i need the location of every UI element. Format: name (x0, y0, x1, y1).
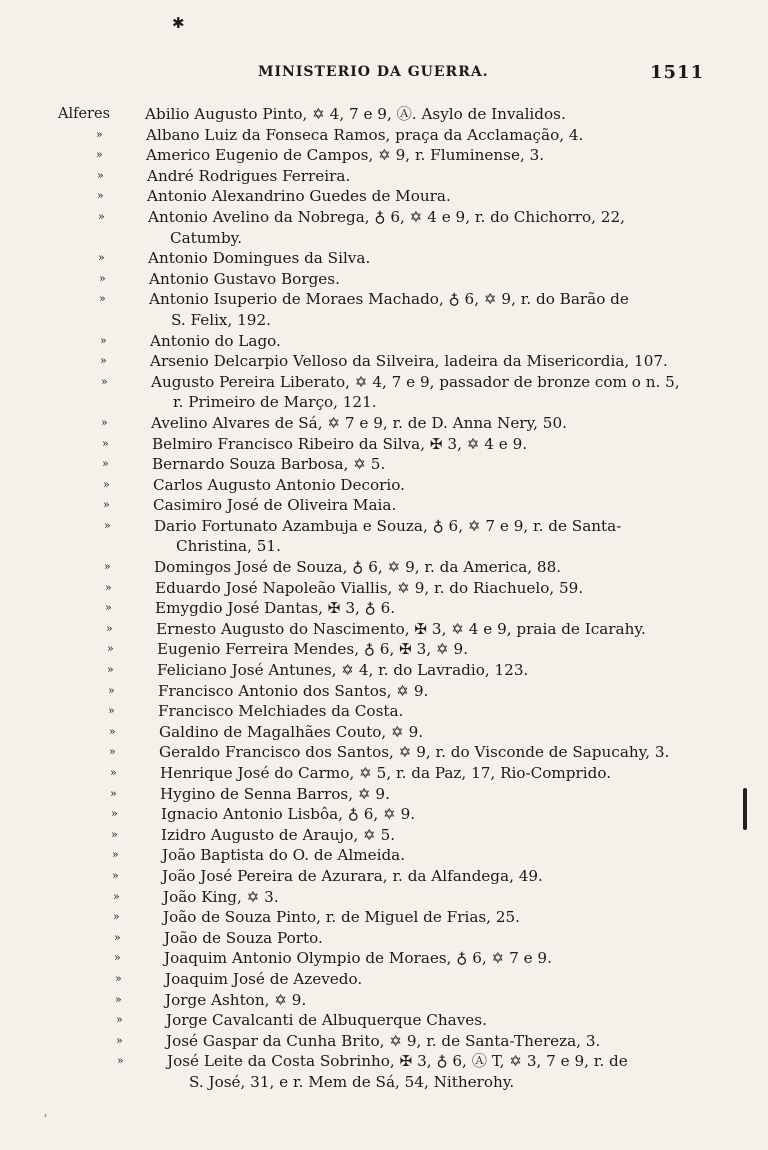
list-item (0, 722, 768, 743)
entry-text: Carlos Augusto Antonio Decorio. (153, 475, 405, 494)
list-item (0, 578, 768, 599)
list-item (0, 948, 768, 969)
entry-text: João José Pereira de Azurara, r. da Alfandega, 49. (162, 866, 543, 885)
ditto-mark: » (110, 766, 117, 779)
ditto-mark: » (112, 848, 119, 862)
ditto-mark: » (115, 992, 122, 1006)
running-head (0, 62, 768, 86)
entry-continuation: r. Primeiro de Março, 121. (173, 393, 377, 412)
entry-text: Dario Fortunato Azambuja e Souza, ♁ 6, ✡ 7 e 9, r. de Santa- (154, 516, 622, 535)
list-item (0, 598, 768, 619)
list-item (0, 990, 768, 1011)
entry-continuation: S. Felix, 192. (171, 310, 271, 329)
ditto-mark: » (96, 127, 103, 141)
entry-text: Ernesto Augusto do Nascimento, ✠ 3, ✡ 4 e 9, praia de Icarahy. (156, 619, 646, 638)
list-item (0, 413, 768, 434)
ditto-mark: » (107, 642, 114, 656)
list-item (0, 763, 768, 784)
list-item (0, 887, 768, 908)
entry-text: Antonio Isuperio de Moraes Machado, ♁ 6, ✡ 9, r. do Barão de (149, 290, 629, 309)
entry-text: Geraldo Francisco dos Santos, ✡ 9, r. do Visconde de Sapucahy, 3. (159, 743, 670, 762)
page-number: 1511 (650, 62, 705, 83)
list-item (0, 454, 768, 475)
ditto-mark: » (109, 745, 116, 759)
entry-text: Feliciano José Antunes, ✡ 4, r. do Lavradio, 123. (157, 661, 529, 680)
ditto-mark: » (105, 601, 112, 615)
entry-list (0, 104, 768, 1093)
list-item (0, 269, 768, 290)
list-item (0, 248, 768, 269)
list-item (0, 928, 768, 949)
entry-text: Belmiro Francisco Ribeiro da Silva, ✠ 3, ✡ 4 e 9. (152, 434, 528, 453)
ditto-mark: » (97, 189, 104, 203)
ditto-mark: » (104, 560, 111, 574)
entry-text: João de Souza Porto. (164, 928, 323, 947)
ditto-mark: » (108, 704, 115, 718)
entry-text: Jorge Ashton, ✡ 9. (165, 990, 307, 1009)
entry-text: Domingos José de Souza, ♁ 6, ✡ 9, r. da America, 88. (154, 558, 562, 577)
entry-text: Eduardo José Napoleão Viallis, ✡ 9, r. do Riachuelo, 59. (155, 578, 584, 597)
entry-text: Antonio Gustavo Borges. (149, 269, 340, 288)
entry-text: Francisco Antonio dos Santos, ✡ 9. (158, 681, 429, 700)
ornament-mark: ✱ (172, 14, 185, 32)
entry-text: Antonio Alexandrino Guedes de Moura. (147, 187, 451, 206)
list-item (0, 742, 768, 763)
ditto-mark: » (103, 498, 110, 512)
rank-label: Alferes (58, 106, 111, 122)
list-item (0, 845, 768, 866)
list-item (0, 619, 768, 640)
entry-text: Augusto Pereira Liberato, ✡ 4, 7 e 9, passador de bronze com o n. 5, (151, 372, 680, 391)
list-item (0, 475, 768, 496)
entry-text: João Baptista do O. de Almeida. (162, 846, 406, 865)
entry-text: Albano Luiz da Fonseca Ramos, praça da Acclamação, 4. (146, 125, 584, 144)
list-item (0, 207, 768, 248)
ditto-mark: » (99, 292, 106, 306)
list-item (0, 825, 768, 846)
list-item (0, 145, 768, 166)
entry-text: Eugenio Ferreira Mendes, ♁ 6, ✠ 3, ✡ 9. (157, 640, 469, 659)
ditto-mark: » (117, 1054, 124, 1068)
entry-text: Francisco Melchiades da Costa. (158, 702, 404, 721)
ditto-mark: » (113, 889, 120, 903)
list-item (0, 495, 768, 516)
entry-text: André Rodrigues Ferreira. (147, 166, 351, 185)
entry-text: Galdino de Magalhães Couto, ✡ 9. (159, 722, 424, 741)
list-item (0, 907, 768, 928)
ditto-mark: » (113, 910, 120, 924)
entry-text: Izidro Augusto de Araujo, ✡ 5. (161, 825, 396, 844)
ditto-mark: » (98, 209, 105, 223)
entry-text: João de Souza Pinto, r. de Miguel de Frias, 25. (163, 908, 520, 927)
entry-continuation: Christina, 51. (176, 537, 281, 556)
entry-text: Joaquim José de Azevedo. (165, 969, 363, 988)
list-item (0, 804, 768, 825)
entry-continuation: Catumby. (170, 228, 243, 247)
entry-text: Emygdio José Dantas, ✠ 3, ♁ 6. (155, 599, 396, 618)
ditto-mark: » (100, 333, 107, 347)
ditto-mark: » (114, 951, 121, 965)
list-item (0, 186, 768, 207)
entry-text: Arsenio Delcarpio Velloso da Silveira, ladeira da Misericordia, 107. (150, 352, 668, 371)
ditto-mark: » (110, 786, 117, 800)
ditto-mark: » (111, 827, 118, 841)
list-item (0, 660, 768, 681)
list-item (0, 1051, 768, 1092)
entry-text: Antonio do Lago. (150, 331, 281, 350)
ditto-mark: » (102, 436, 109, 450)
entry-text: Abilio Augusto Pinto, ✡ 4, 7 e 9, Ⓐ. Asylo de Invalidos. (145, 105, 566, 123)
list-item (0, 104, 768, 125)
entry-text: Joaquim Antonio Olympio de Moraes, ♁ 6, ✡ 7 e 9. (164, 949, 552, 968)
list-item (0, 289, 768, 330)
entry-text: Americo Eugenio de Campos, ✡ 9, r. Fluminense, 3. (146, 146, 545, 165)
list-item (0, 166, 768, 187)
ditto-mark: » (102, 457, 109, 471)
entry-text: Ignacio Antonio Lisbôa, ♁ 6, ✡ 9. (161, 805, 416, 824)
ditto-mark: » (97, 168, 104, 182)
entry-continuation: S. José, 31, e r. Mem de Sá, 54, Nitherohy. (189, 1072, 515, 1091)
ditto-mark: » (106, 621, 113, 635)
ditto-mark: » (115, 971, 122, 985)
entry-text: Hygino de Senna Barros, ✡ 9. (160, 784, 390, 803)
list-item (0, 681, 768, 702)
ditto-mark: » (98, 251, 105, 265)
entry-text: Casimiro José de Oliveira Maia. (153, 496, 397, 515)
ditto-mark: » (99, 271, 106, 285)
ditto-mark: » (96, 148, 103, 162)
list-item (0, 866, 768, 887)
list-item (0, 784, 768, 805)
entry-text: Antonio Avelino da Nobrega, ♁ 6, ✡ 4 e 9, r. do Chichorro, 22, (148, 207, 625, 226)
list-item (0, 372, 768, 413)
ditto-mark: » (103, 477, 110, 491)
page-title: MINISTERIO DA GUERRA. (258, 64, 489, 80)
bottom-mark: ʿ (44, 1112, 48, 1126)
ditto-mark: » (114, 930, 121, 944)
entry-text: João King, ✡ 3. (163, 887, 279, 906)
ditto-mark: » (101, 415, 108, 429)
ditto-mark: » (116, 1013, 123, 1027)
ditto-mark: » (105, 580, 112, 594)
entry-text: Jorge Cavalcanti de Albuquerque Chaves. (166, 1011, 487, 1030)
list-item (0, 125, 768, 146)
ditto-mark: » (116, 1033, 123, 1047)
entry-text: Bernardo Souza Barbosa, ✡ 5. (152, 455, 386, 474)
entry-text: Avelino Alvares de Sá, ✡ 7 e 9, r. de D. Anna Nery, 50. (151, 413, 567, 432)
list-item (0, 639, 768, 660)
ditto-mark: » (111, 807, 118, 821)
entry-text: Henrique José do Carmo, ✡ 5, r. da Paz, 17, Rio-Comprido. (160, 764, 612, 782)
ditto-mark: » (107, 663, 114, 677)
list-item (0, 516, 768, 557)
entry-text: José Leite da Costa Sobrinho, ✠ 3, ♁ 6, Ⓐ T, ✡ 3, 7 e 9, r. de (167, 1052, 628, 1071)
list-item (0, 969, 768, 990)
entry-text: José Gaspar da Cunha Brito, ✡ 9, r. de Santa-Thereza, 3. (166, 1031, 601, 1050)
ditto-mark: » (112, 868, 119, 882)
ditto-mark: » (101, 374, 108, 388)
list-item (0, 557, 768, 578)
ditto-mark: » (108, 683, 115, 697)
list-item (0, 434, 768, 455)
list-item (0, 331, 768, 352)
list-item (0, 1031, 768, 1052)
list-item (0, 701, 768, 722)
ditto-mark: » (109, 724, 116, 738)
list-item (0, 1010, 768, 1031)
entry-text: Antonio Domingues da Silva. (148, 249, 371, 268)
ditto-mark: » (104, 518, 111, 532)
ditto-mark: » (100, 354, 107, 368)
margin-ink-mark (743, 788, 747, 830)
list-item (0, 351, 768, 372)
